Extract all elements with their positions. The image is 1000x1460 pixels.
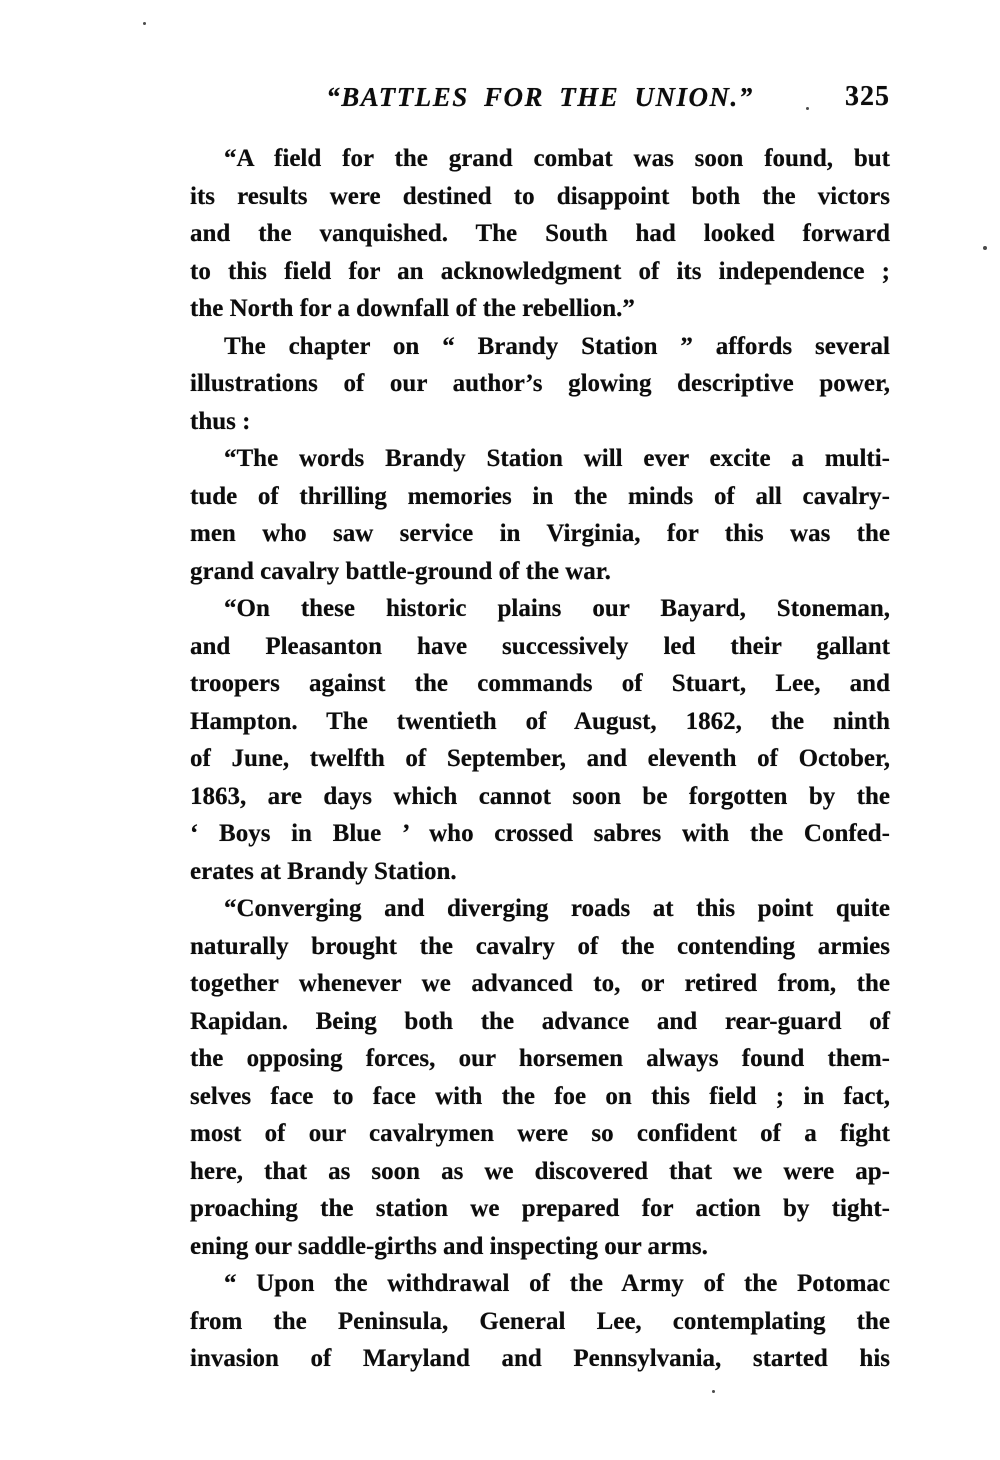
text-line: illustrations of our author’s glowing descriptive power, [190,370,890,397]
paragraph [190,328,890,441]
paragraph [190,1265,890,1378]
text-line: most of our cavalrymen were so confident of a fight [190,1120,890,1147]
text-line: “A field for the grand combat was soon found, but [224,145,890,172]
text-line: Hampton. The twentieth of August, 1862, the ninth [190,707,890,735]
paragraph [190,890,890,1265]
text-line: and Pleasanton have successively led their gallant [190,632,890,660]
text-line: “On these historic plains our Bayard, Stoneman, [224,595,890,622]
running-header-title: “BATTLES FOR THE UNION.” [326,82,754,112]
paragraph [190,440,890,590]
text-line: naturally brought the cavalry of the contending armies [190,932,890,960]
text-line: men who saw service in Virginia, for this was the [190,520,890,547]
text-line: “ Upon the withdrawal of the Army of the Potomac [224,1270,890,1297]
text-line: the North for a downfall of the rebellion.” [190,295,635,322]
text-line: “The words Brandy Station will ever excite a multi- [224,445,890,472]
text-line: erates at Brandy Station. [190,857,457,885]
paragraph [190,140,890,328]
text-line: ening our saddle-girths and inspecting our arms. [190,1232,708,1260]
scan-speck [143,22,146,25]
text-line: its results were destined to disappoint both the victors [190,182,890,210]
text-line: and the vanquished. The South had looked forward [190,220,890,247]
text-line: together whenever we advanced to, or retired from, the [190,970,890,997]
text-line: here, that as soon as we discovered that we were ap- [190,1157,890,1185]
page-number: 325 [845,81,890,112]
scan-speck [712,1390,715,1393]
text-line: to this field for an acknowledgment of its independence ; [190,257,890,285]
text-line: Rapidan. Being both the advance and rear-guard of [190,1007,890,1035]
text-line: proaching the station we prepared for action by tight- [190,1195,890,1222]
scan-speck [806,107,809,110]
text-line: “Converging and diverging roads at this point quite [224,895,890,922]
paragraph [190,590,890,890]
scan-speck [983,246,987,250]
text-line: troopers against the commands of Stuart, Lee, and [190,670,890,697]
text-line: The chapter on “ Brandy Station ” affords several [224,332,890,360]
text-line: invasion of Maryland and Pennsylvania, started his [190,1345,890,1372]
text-line: thus : [190,407,251,435]
running-header [190,82,890,120]
text-line: selves face to face with the foe on this field ; in fact, [190,1082,890,1110]
text-line: from the Peninsula, General Lee, contemplating the [190,1307,890,1335]
text-line: the opposing forces, our horsemen always found them- [190,1045,890,1072]
text-line: grand cavalry battle-ground of the war. [190,557,611,585]
text-line: 1863, are days which cannot soon be forgotten by the [190,782,890,810]
text-line: ‘ Boys in Blue ’ who crossed sabres with the Confed- [190,820,890,847]
page-body-text [190,140,890,1378]
text-line: tude of thrilling memories in the minds of all cavalry- [190,482,890,510]
text-line: of June, twelfth of September, and eleventh of October, [190,745,890,772]
